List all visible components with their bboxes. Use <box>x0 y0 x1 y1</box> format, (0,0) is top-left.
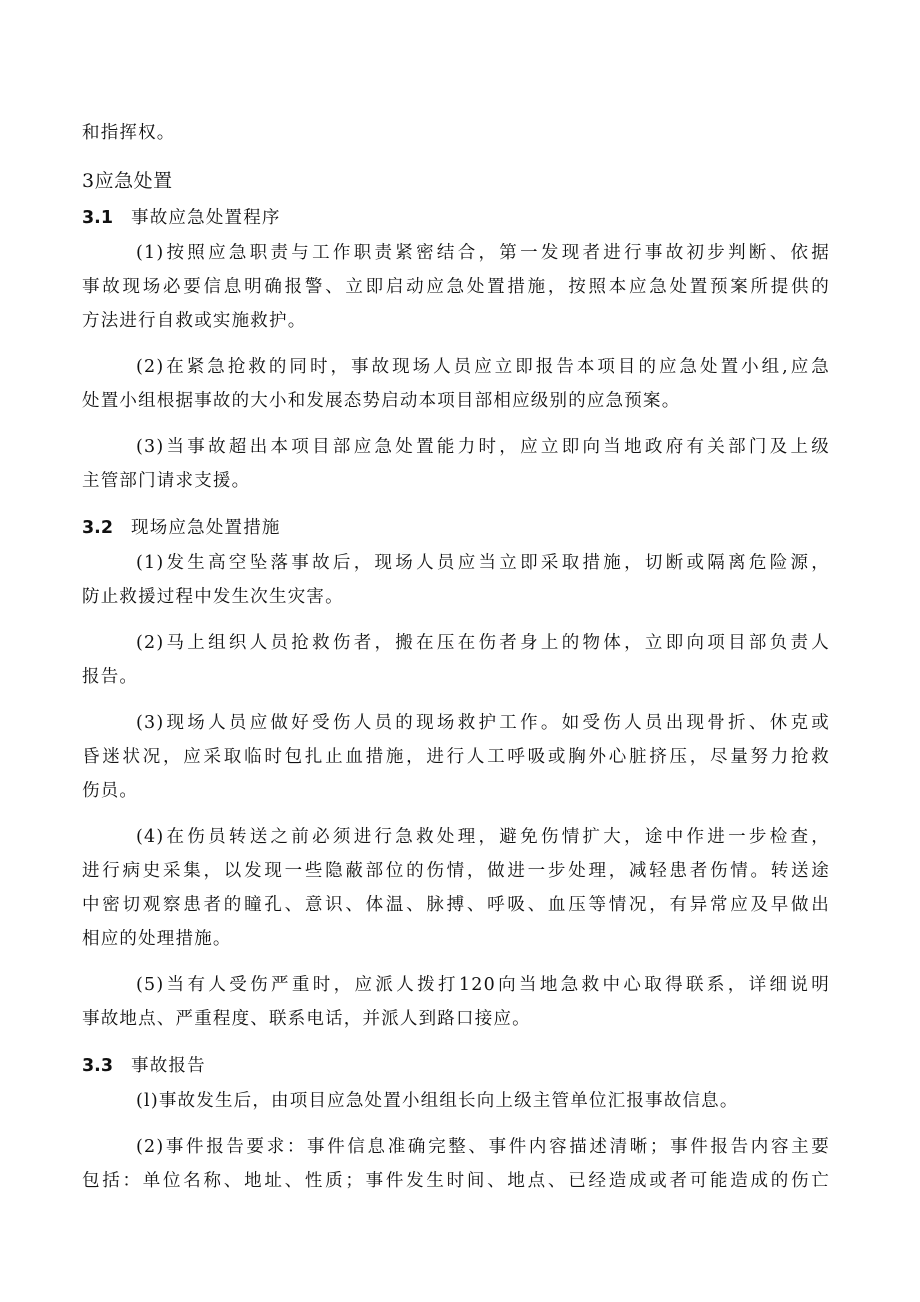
text-line: 处置小组根据事故的大小和发展态势启动本项目部相应级别的应急预案。 <box>82 391 681 411</box>
text-line: 防止救援过程中发生次生灾害。 <box>82 587 344 607</box>
text-line: (1)发生高空坠落事故后，现场人员应当立即采取措施，切断或隔离危险源， <box>136 553 830 573</box>
text-line: (5)当有人受伤严重时，应派人拨打120向当地急救中心取得联系，详细说明 <box>136 975 830 995</box>
text-line: (1)按照应急职责与工作职责紧密结合，第一发现者进行事故初步判断、依据 <box>136 243 830 263</box>
section-heading-3: 3应急处置 <box>82 170 173 192</box>
subsection-heading-3-3 <box>82 1048 830 1084</box>
paragraph <box>82 820 830 956</box>
paragraph <box>82 1130 830 1198</box>
subsection-title: 现场应急处置措施 <box>131 518 281 538</box>
subsection-title: 事故应急处置程序 <box>131 208 281 228</box>
subsection-heading-3-1 <box>82 200 830 236</box>
text-line: 报告。 <box>82 667 139 687</box>
text-line: (4)在伤员转送之前必须进行急救处理，避免伤情扩大，途中作进一步检查， <box>136 827 830 847</box>
paragraph <box>82 546 830 614</box>
paragraph <box>82 430 830 498</box>
text-line: 包括：单位名称、地址、性质；事件发生时间、地点、已经造成或者可能造成的伤亡 <box>82 1171 830 1191</box>
subsection-number: 3.1 <box>82 208 114 228</box>
text-line: (2)马上组织人员抢救伤者，搬在压在伤者身上的物体，立即向项目部负责人 <box>136 633 830 653</box>
text-line: 中密切观察患者的瞳孔、意识、体温、脉搏、呼吸、血压等情况，有异常应及早做出 <box>82 895 830 915</box>
text-line: 事故现场必要信息明确报警、立即启动应急处置措施，按照本应急处置预案所提供的 <box>82 277 830 297</box>
subsection-number: 3.2 <box>82 518 114 538</box>
text-line: (2)事件报告要求：事件信息准确完整、事件内容描述清晰；事件报告内容主要 <box>136 1137 830 1157</box>
paragraph <box>82 1084 830 1118</box>
document-page <box>82 116 830 1210</box>
text-line: 伤员。 <box>82 781 139 801</box>
paragraph <box>82 236 830 338</box>
text-line: 主管部门请求支援。 <box>82 471 251 491</box>
text-line: (3)现场人员应做好受伤人员的现场救护工作。如受伤人员出现骨折、休克或 <box>136 713 830 733</box>
text-line: (2)在紧急抢救的同时，事故现场人员应立即报告本项目的应急处置小组,应急 <box>136 357 830 377</box>
text-line: 昏迷状况，应采取临时包扎止血措施，进行人工呼吸或胸外心脏挤压，尽量努力抢救 <box>82 747 830 767</box>
text-line: 和指挥权。 <box>82 123 176 143</box>
text-line: 进行病史采集，以发现一些隐蔽部位的伤情，做进一步处理，减轻患者伤情。转送途 <box>82 861 830 881</box>
text-line: 相应的处理措施。 <box>82 929 232 949</box>
paragraph <box>82 350 830 418</box>
subsection-title: 事故报告 <box>131 1056 206 1076</box>
paragraph <box>82 968 830 1036</box>
text-line: 方法进行自救或实施救护。 <box>82 311 307 331</box>
text-line: 事故地点、严重程度、联系电话，并派人到路口接应。 <box>82 1009 531 1029</box>
subsection-number: 3.3 <box>82 1056 114 1076</box>
paragraph <box>82 706 830 808</box>
paragraph <box>82 626 830 694</box>
text-line: (l)事故发生后，由项目应急处置小组组长向上级主管单位汇报事故信息。 <box>136 1091 739 1111</box>
subsection-heading-3-2 <box>82 510 830 546</box>
text-line: (3)当事故超出本项目部应急处置能力时，应立即向当地政府有关部门及上级 <box>136 437 830 457</box>
